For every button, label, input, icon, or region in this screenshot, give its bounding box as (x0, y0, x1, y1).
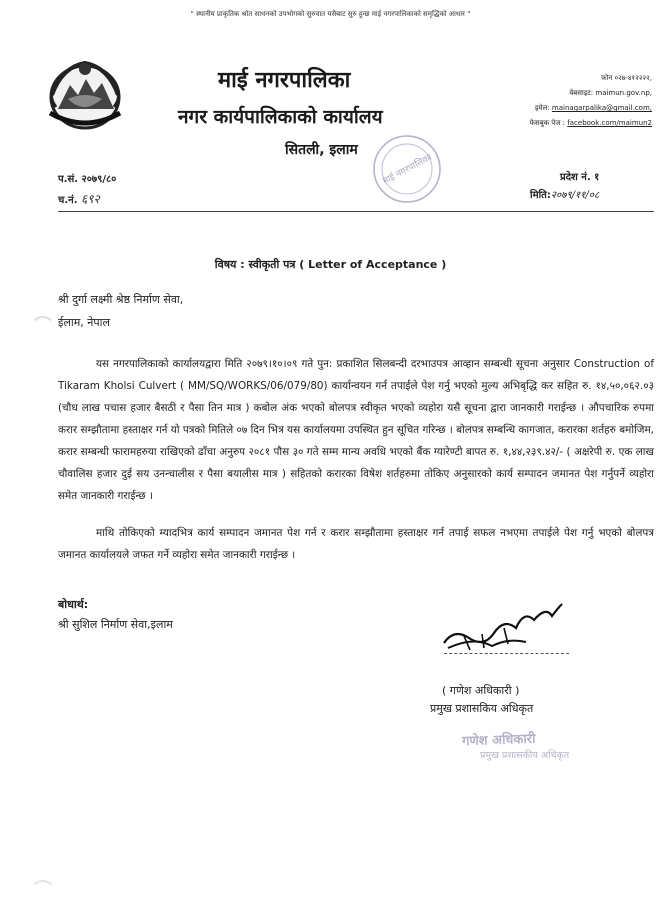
email-label: इमेल: (534, 104, 552, 112)
stamp-text: माई नगरपालिका (381, 152, 434, 187)
letterhead-motto: " स्थानीय प्राकृतिक श्रोत साधनको उपभोगको सुरुवात यसैबाट सुरु हुन्छ माई नगरपालिकाको समृद्धिको आधार " (190, 10, 471, 18)
office-title: नगर कार्यपालिकाको कार्यालय (178, 106, 383, 128)
date-label: मिति: (530, 190, 551, 201)
province-number: प्रदेश नं. १ (560, 172, 600, 183)
recipient-address: ईलाम, नेपाल (58, 316, 110, 329)
signature-line (444, 653, 569, 654)
facebook-link[interactable]: facebook.com/maimun2 (567, 119, 652, 127)
body-paragraph-1: यस नगरपालिकाको कार्यालयद्वारा मिति २०७९।१०।०९ गते पुन: प्रकाशित सिलबन्दी दरभाउपत्र आव्हान सम्बन्धी सूचना अनुसार Construction of Tikaram Kholsi Culvert ( MM/SQ/WORKS/06/079/80) कार्यान्वयन गर्न तपाईले पेश गर्नु भएको मुल्य अभिबृद्धि कर सहित रु. १४,५०,०६२.०३ (चौध लाख पचास हजार बैसठी र पैसा तिन मात्र ) कबोल अंक भएको बोलपत्र स्वीकृत भएको व्यहोरा यसै सूचना द्वारा जानकारी गराईन्छ । औपचारिक रुपमा करार सम्झौतामा हस्ताक्षर गर्न यो पत्रको मितिले ०७ दिन भित्र यस कार्यालयमा उपस्थित हुन सूचित गरिन्छ । बोलपत्र सम्बन्धि कागजात, करारका शर्तहरु बमोजिम, करार सम्बन्धी फारामहरुया राखिएको ढाँचा अनुरुप २०८१ पौस ३० गते सम्म मान्य अवधि भएको बैंक ग्यारेण्टी बापत रु. १,४४,२३९.४२/- ( अक्षरेपी रु. एक लाख चौवालिस हजार दुई सय उनन्चालीस र पैसा बयालीस मात्र ) सहितको करारका विषेश शर्तहरुमा तोकिए अनुसारको कार्य सम्पादन जमानत पेश गर्नुपर्ने व्यहोरा समेत जानकारी गराईन्छ । (58, 358, 654, 502)
phone-number: फोन ०२७-४१२२२२, (601, 74, 652, 82)
signatory-title: प्रमुख प्रशासकिय अधिकृत (430, 702, 534, 715)
name-seal: गणेश अधिकारी (461, 731, 536, 750)
chalani-value: ६९२ (80, 192, 100, 206)
letter-date (530, 187, 599, 201)
handwritten-signature (434, 598, 584, 670)
reference-number: प.सं. २०७९/८० (58, 174, 117, 185)
date-value: २०७९/११/०८ (550, 190, 600, 201)
municipality-title: माई नगरपालिका (218, 68, 351, 93)
cc-heading: बोधार्थ: (58, 598, 89, 611)
office-location: सितली, इलाम (285, 142, 358, 158)
body-paragraph-2: माथि तोकिएको म्यादभित्र कार्य सम्पादन जमानत पेश गर्न र करार सम्झौतामा हस्ताक्षर गर्न तपाई सफल नभएमा तपाईले पेश गर्नु भएको बोलपत्र जमानत कार्यालयले जफत गर्ने व्यहोरा समेत जानकारी गराईन्छ । (58, 527, 654, 561)
chalani-label: च.नं. (58, 195, 81, 206)
chalani-number (58, 190, 100, 207)
punch-hole-mark-bottom (30, 880, 56, 906)
nepal-emblem-logo (42, 55, 128, 135)
facebook-label: फेसबुक पेज : (529, 119, 568, 127)
email-link[interactable]: mainagarpalika@gmail.com, (551, 104, 652, 112)
office-stamp (370, 132, 445, 207)
contact-block (470, 71, 652, 131)
recipient-name: श्री दुर्गा लक्ष्मी श्रेष्ठ निर्माण सेवा, (58, 293, 184, 306)
header-divider (58, 211, 654, 212)
cc-recipient: श्री सुशिल निर्माण सेवा,इलाम (58, 618, 173, 631)
punch-hole-mark (30, 316, 56, 342)
name-seal-title: प्रमुख प्रशासकीय अधिकृत (480, 750, 570, 761)
signatory-name: ( गणेश अधिकारी ) (442, 684, 520, 697)
subject-line: विषय : स्वीकृती पत्र ( Letter of Acceptance ) (214, 258, 447, 271)
website-link[interactable]: वेबसाइट: maimun.gov.np, (569, 89, 652, 97)
